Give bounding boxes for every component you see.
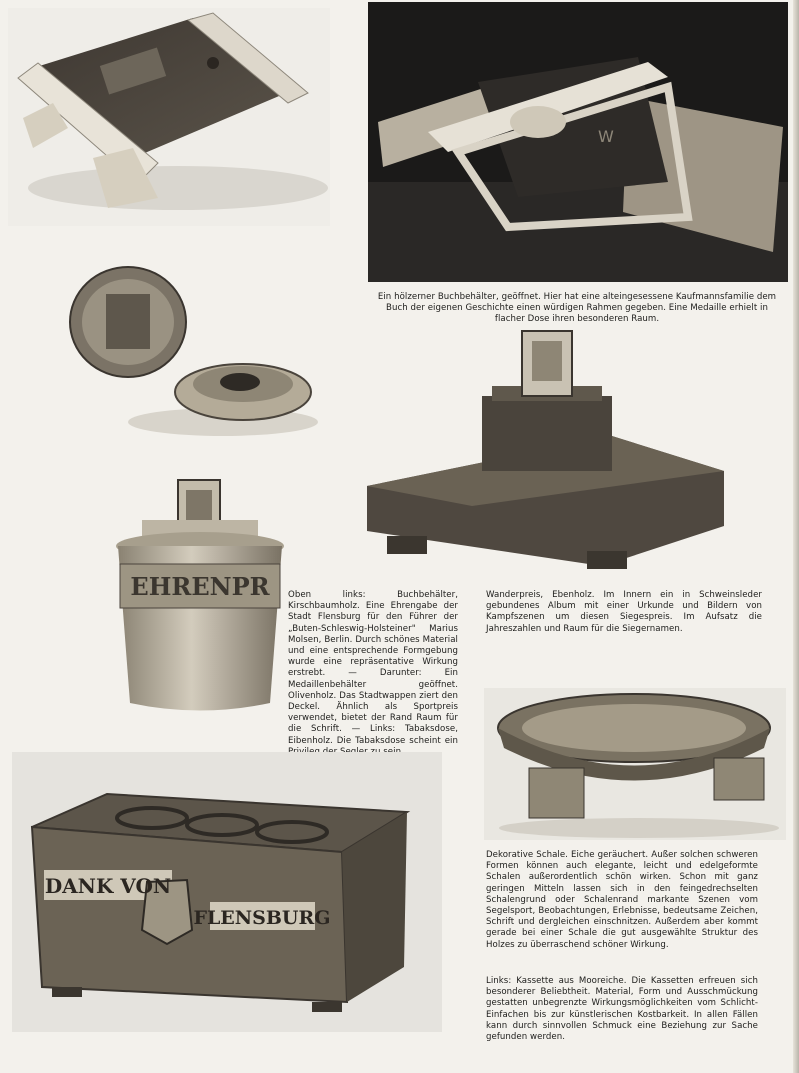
medal-container-illustration — [68, 262, 328, 442]
caption-decorative-bowl: Dekorative Schale. Eiche geräuchert. Außer solchen schweren Formen können auch elegante, leicht und edelgeformte Schalen außerordentlich schön wirken. Schon mit ganz geringen Mitteln lassen sich in den feingedrechselten Schalengrund oder Schalenrand markante Szenen vom Segelsport, Beobachtungen, Erlebnisse, bedeutsame Zeichen, Schrift und dergleichen einschnitzen. Außerdem aber kommt gerade bei einer Schale die gut ausgewählte Struktur des Holzes zu überraschend schöner Wirkung. — [486, 850, 758, 950]
book-holder-open-illustration — [368, 2, 788, 282]
casket-carving-line1: DANK VON — [44, 874, 172, 898]
svg-text:W: W — [598, 127, 614, 146]
caption-casket: Links: Kassette aus Mooreiche. Die Kassetten erfreuen sich besonderer Beliebtheit. Material, Form und Ausschmückung gestatten unbegrenzte Wirkungsmöglichkeiten vom Schlicht-Einfachen bis zur künstlerischen Kostbarkeit. In allen Fällen kann durch sinnvollen Schmuck eine Beziehung zur Sache gefunden werden. — [486, 976, 758, 1043]
page-edge — [793, 0, 799, 1073]
caption-book-holder-open: Ein hölzerner Buchbehälter, geöffnet. Hier hat eine alteingesessene Kaufmannsfamilie dem Buch der eigenen Geschichte einen würdigen Rahmen gegeben. Eine Medaille erhielt in flacher Dose ihren besonderen Raum. — [377, 292, 777, 325]
tobacco-jar-illustration — [112, 478, 288, 722]
tobacco-jar-carving: EHRENPR — [130, 572, 270, 601]
challenge-trophy-illustration — [362, 326, 730, 582]
caption-challenge-trophy: Wanderpreis, Ebenholz. Im Innern ein in Schweinsleder gebundenes Album mit einer Urkunde und Bildern von Kampfszenen um diesen Siegespreis. Im Aufsatz die Jahreszahlen und Raum für die Siegernamen. — [486, 590, 762, 634]
photo-challenge-trophy — [362, 326, 730, 582]
caption-top-left-group: Oben links: Buchbehälter, Kirschbaumholz. Eine Ehrengabe der Stadt Flensburg für den Führer der „Buten-Schleswig-Holsteiner" Marius Molsen, Berlin. Durch schönes Material und eine entsprechende Formgebung wurde eine repräsentative Wirkung erstrebt. — Darunter: Ein Medaillenbehälter geöffnet. Olivenholz. Das Stadtwappen ziert den Deckel. Ähnlich als Sportpreis verwendet, bietet der Rand Raum für die Schrift. — Links: Tabaksdose, Eibenholz. Die Tabaksdose scheint ein — [288, 590, 458, 746]
casket-illustration — [12, 752, 442, 1032]
photo-casket — [12, 752, 442, 1032]
decorative-bowl-illustration — [484, 688, 786, 840]
photo-medal-container — [68, 262, 328, 442]
photo-tobacco-jar — [112, 478, 288, 722]
casket-carving-line2: FLENSBURG — [193, 907, 331, 929]
photo-book-holder-open — [368, 2, 788, 282]
photo-decorative-bowl — [484, 688, 786, 840]
photo-book-holder-closed — [8, 8, 330, 226]
book-holder-closed-illustration — [8, 8, 330, 226]
